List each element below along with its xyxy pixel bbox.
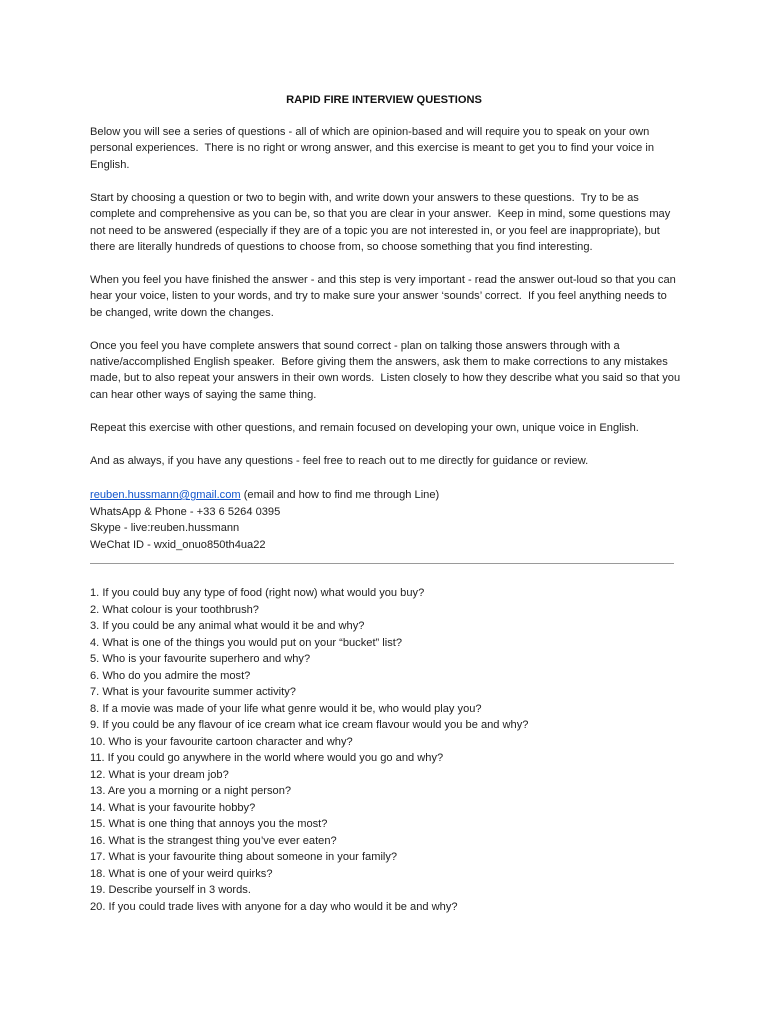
question-item: 6. Who do you admire the most?: [90, 669, 251, 682]
question-item: 3. If you could be any animal what would it be and why?: [90, 620, 365, 632]
intro-section: [90, 124, 682, 486]
closing-paragraph: And as always, if you have any questions - feel free to reach out to me directly for guidance or review.: [90, 454, 589, 467]
contact-block: [90, 487, 682, 553]
question-item: 8. If a movie was made of your life what genre would it be, who would play you?: [90, 702, 482, 715]
question-item: 2. What colour is your toothbrush?: [90, 603, 259, 616]
question-item: 18. What is one of your weird quirks?: [90, 867, 273, 880]
instructions-paragraph: Start by choosing a question or two to begin with, and write down your answers to these questions. Try to be as complete and comprehensive as you can be, so that you are clear in your answer. Keep in mind, some questions may not need to be answered (especially if they are of a topic you are not interested in, or you feel are inappropriate), but there are literally hundreds of questions to choose from, so choose something that you find interesting.: [90, 191, 674, 253]
question-item: 10. Who is your favourite cartoon character and why?: [90, 735, 353, 748]
question-item: 11. If you could go anywhere in the world where would you go and why?: [90, 752, 444, 764]
email-line: [90, 487, 682, 504]
question-item: 5. Who is your favourite superhero and why?: [90, 653, 311, 665]
question-item: 9. If you could be any flavour of ice cream what ice cream flavour would you be and why?: [90, 719, 529, 731]
wechat-line: WeChat ID - wxid_onuo850th4ua22: [90, 538, 266, 551]
question-item: 13. Are you a morning or a night person?: [90, 785, 292, 797]
whatsapp-line: WhatsApp & Phone - +33 6 5264 0395: [90, 505, 281, 518]
question-item: 14. What is your favourite hobby?: [90, 801, 256, 814]
horizontal-divider: [90, 563, 674, 564]
question-item: 15. What is one thing that annoys you the most?: [90, 818, 328, 830]
question-item: 4. What is one of the things you would put on your “bucket” list?: [90, 636, 403, 649]
question-item: 19. Describe yourself in 3 words.: [90, 884, 251, 896]
question-item: 20. If you could trade lives with anyone for a day who would it be and why?: [90, 900, 458, 913]
document-title: RAPID FIRE INTERVIEW QUESTIONS: [286, 94, 482, 106]
question-item: 17. What is your favourite thing about someone in your family?: [90, 851, 398, 863]
email-link[interactable]: reuben.hussmann@gmail.com: [90, 489, 241, 501]
read-aloud-paragraph: When you feel you have finished the answer - and this step is very important - read the answer out-loud so that you can hear your voice, listen to your words, and try to make sure your answer ‘sounds’ correct. If you feel anything needs to be changed, write down the changes.: [90, 273, 679, 319]
question-item: 12. What is your dream job?: [90, 768, 229, 781]
question-item: 16. What is the strangest thing you’ve ever eaten?: [90, 834, 337, 847]
practice-paragraph: Once you feel you have complete answers that sound correct - plan on talking those answers through with a native/accomplished English speaker. Before giving them the answers, ask them to make corrections to any mistakes made, but to also repeat your answers in their own words. Listen closely to how they describe what you said so that you can hear other ways of saying the same thing.: [90, 339, 684, 401]
questions-list: [90, 585, 682, 915]
email-note: (email and how to find me through Line): [240, 489, 440, 501]
skype-line: Skype - live:reuben.hussmann: [90, 522, 240, 534]
repeat-paragraph: Repeat this exercise with other questions, and remain focused on developing your own, unique voice in English.: [90, 421, 639, 434]
intro-paragraph: Below you will see a series of questions - all of which are opinion-based and will require you to speak on your own personal experiences. There is no right or wrong answer, and this exercise is meant to get you to find your voice in English.: [90, 126, 658, 171]
question-item: 1. If you could buy any type of food (right now) what would you buy?: [90, 587, 425, 599]
question-item: 7. What is your favourite summer activity?: [90, 686, 296, 698]
